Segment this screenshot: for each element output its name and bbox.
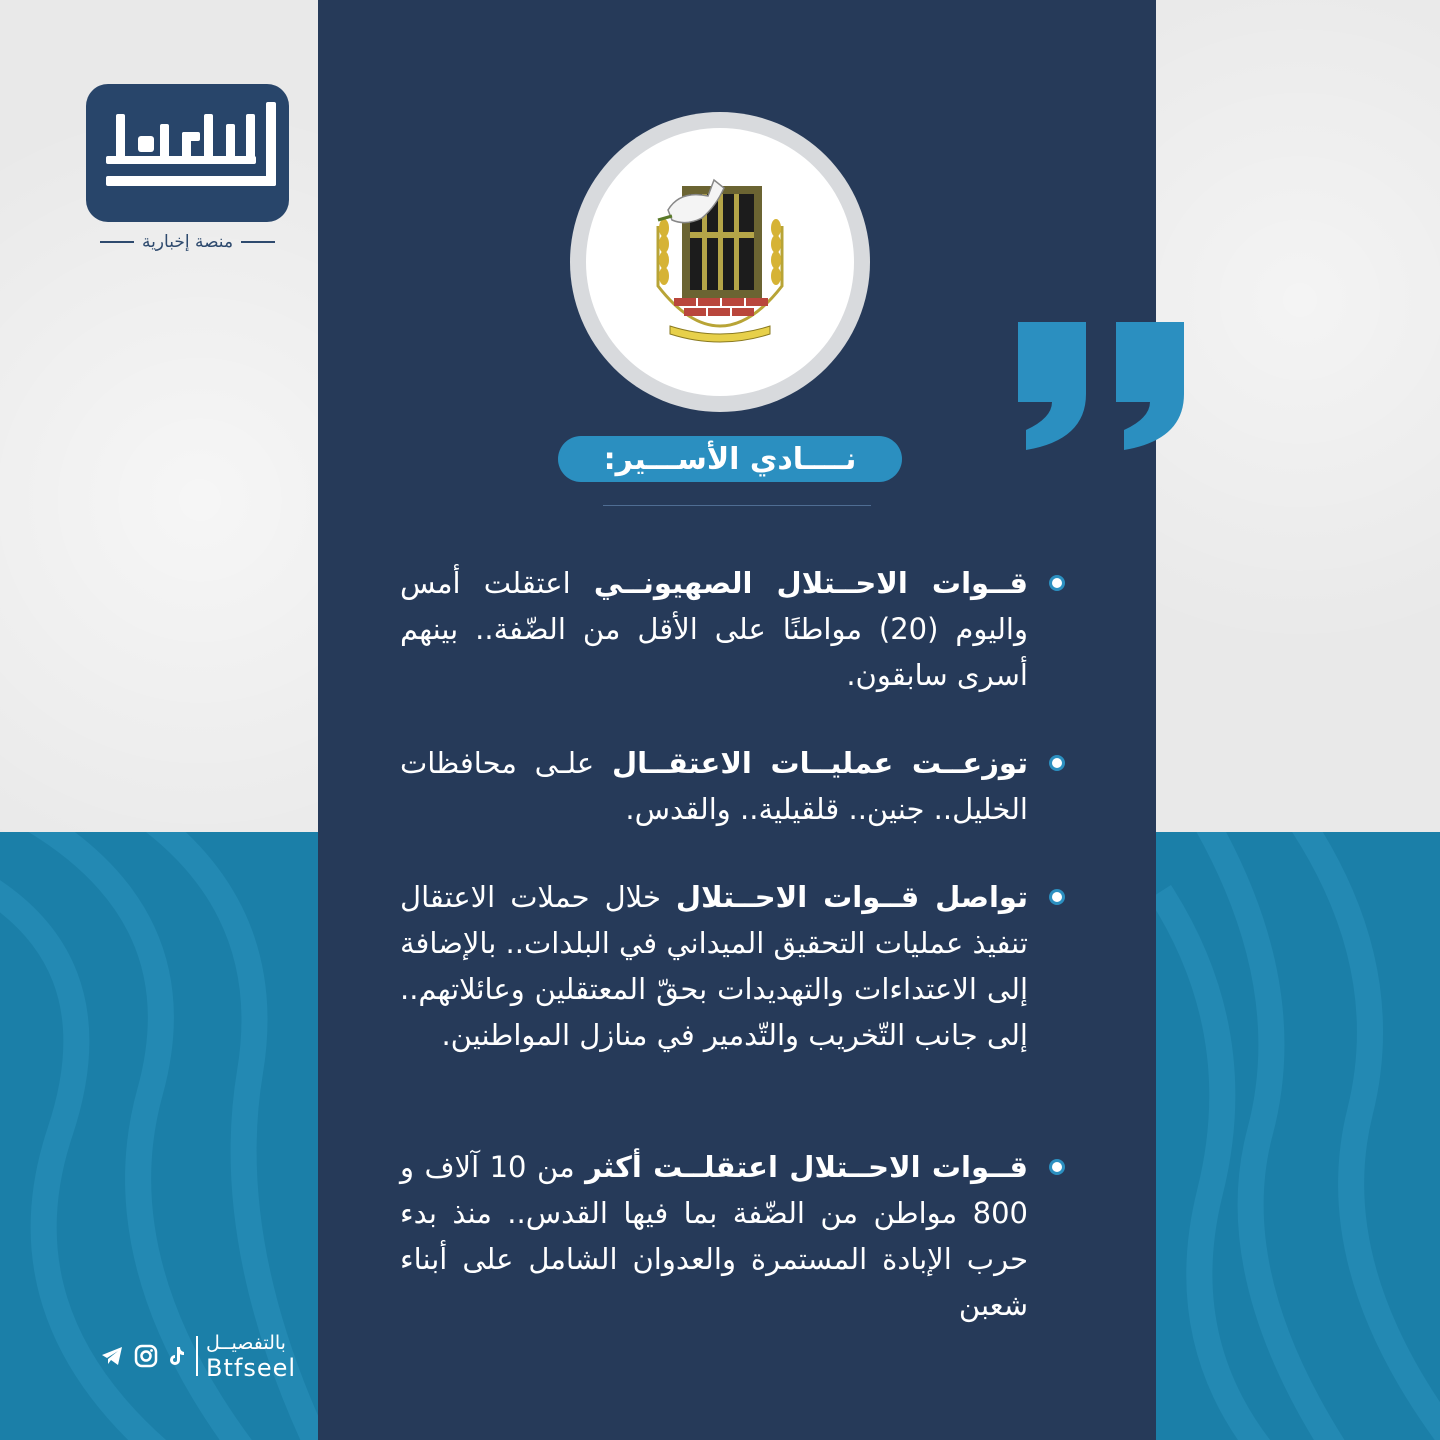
bullet-text [400,740,1028,832]
bullet-rest: اعتقلت أمس واليوم (20) مواطنًا على الأقل من الضّفة.. بينهم أسرى سابقون. [400,566,1028,692]
dash-right [100,241,134,243]
handle-english: Btfseel [206,1354,297,1382]
brand-logo [86,84,289,222]
telegram-icon[interactable] [100,1344,124,1368]
bullet-bold: تواصل قــوات الاحــتلال [675,880,1029,914]
bullet-dot [1052,892,1062,902]
brand-tagline-text: منصة إخبارية [141,232,234,252]
emblem-graphic [650,166,790,346]
bullet-rest: من 10 آلاف و 800 مواطن من الضّفة بما فيها القدس.. منذ بدء حرب الإبادة المستمرة والعدوان الشامل على أبناء شعبن [400,1150,1028,1322]
bullet-rest: خلال حملات الاعتقال تنفيذ عمليات التحقيق الميداني في البلدات.. بالإضافة إلى الاعتداءات والتهديدات بحقّ المعتقلين وعائلاتهم.. إلى جانب التّخريب والتّدمير في منازل المواطنين. [400,880,1028,1052]
instagram-icon[interactable] [134,1344,158,1368]
bullet-dot [1052,758,1062,768]
bullet-bold: قــوات الاحــتلال اعتقلــت أكثر [585,1150,1028,1184]
dash-left [241,241,275,243]
bullet-text [400,874,1028,1058]
bullet-dot [1052,1162,1062,1172]
bullet-text [400,1144,1028,1328]
bullet-bold: توزعــت عمليــات الاعتقــال [611,746,1028,780]
bullet-bold: قــوات الاحــتلال الصهيونــي [593,566,1028,600]
title-pill [558,436,902,482]
title-divider [603,505,871,506]
quote-mark-icon [1018,322,1188,456]
bullet-dot [1052,578,1062,588]
page-title: نــــادي الأســـير: [603,441,857,477]
social-separator [196,1336,198,1376]
bullet-text [400,560,1028,698]
bullet-rest: علـى محافظات الخليل.. جنين.. قلقيلية.. والقدس. [400,746,1028,826]
tiktok-icon[interactable] [164,1344,188,1368]
prisoners-club-emblem [586,128,854,396]
handle-arabic: بالتفصيــل [206,1332,286,1354]
brand-tagline [86,232,289,252]
